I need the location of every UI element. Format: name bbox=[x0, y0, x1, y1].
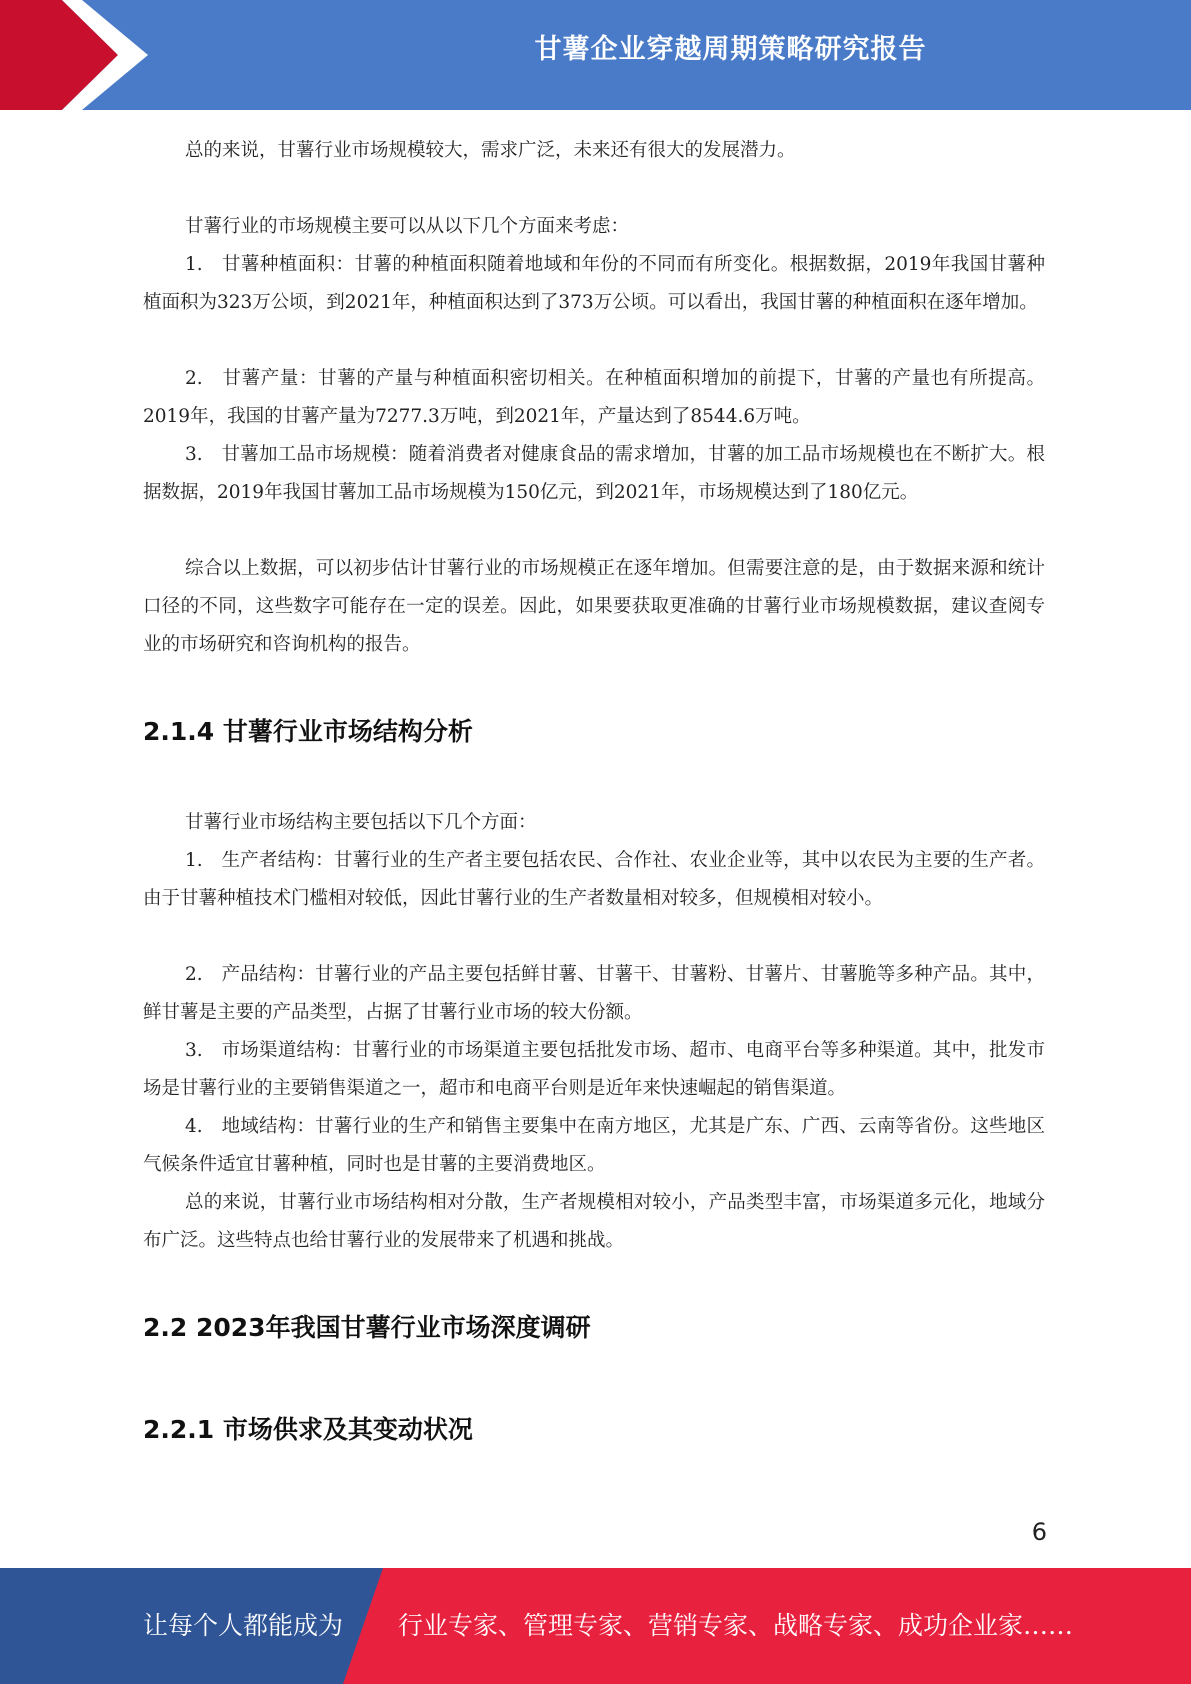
page-footer bbox=[0, 1568, 1191, 1684]
paragraph-intro-market-size: 甘薯行业的市场规模主要可以从以下几个方面来考虑： bbox=[185, 216, 630, 237]
paragraph-planting-area: 1. 甘薯种植面积：甘薯的种植面积随着地域和年份的不同而有所变化。根据数据，2019年我国甘薯种植面积为323万公顷，到2021年，种植面积达到了373万公顷。可以看出，我国甘薯的种植面积在逐年增加。 bbox=[143, 254, 1045, 313]
section-heading-2-2-1: 2.2.1 市场供求及其变动状况 bbox=[143, 1415, 473, 1444]
header-red-arrow bbox=[0, 0, 160, 110]
report-title: 甘薯企业穿越周期策略研究报告 bbox=[534, 34, 927, 65]
section-heading-2-2: 2.2 2023年我国甘薯行业市场深度调研 bbox=[143, 1313, 591, 1342]
footer-slogan-right: 行业专家、管理专家、营销专家、战略专家、成功企业家…… bbox=[398, 1611, 1074, 1640]
paragraph-product-structure: 2. 产品结构：甘薯行业的产品主要包括鲜甘薯、甘薯干、甘薯粉、甘薯片、甘薯脆等多种产品。其中，鲜甘薯是主要的产品类型，占据了甘薯行业市场的较大份额。 bbox=[143, 964, 1045, 1023]
paragraph-processed-products: 3. 甘薯加工品市场规模：随着消费者对健康食品的需求增加，甘薯的加工品市场规模也在不断扩大。根据数据，2019年我国甘薯加工品市场规模为150亿元，到2021年，市场规模达到了180亿元。 bbox=[143, 444, 1045, 503]
page-header bbox=[0, 0, 1191, 110]
paragraph-producer-structure: 1. 生产者结构：甘薯行业的生产者主要包括农民、合作社、农业企业等，其中以农民为主要的生产者。由于甘薯种植技术门槛相对较低，因此甘薯行业的生产者数量相对较多，但规模相对较小。 bbox=[143, 850, 1045, 909]
paragraph-conclusion-market-size: 综合以上数据，可以初步估计甘薯行业的市场规模正在逐年增加。但需要注意的是，由于数据来源和统计口径的不同，这些数字可能存在一定的误差。因此，如果要获取更准确的甘薯行业市场规模数据，建议查阅专业的市场研究和咨询机构的报告。 bbox=[143, 558, 1045, 655]
paragraph-yield: 2. 甘薯产量：甘薯的产量与种植面积密切相关。在种植面积增加的前提下，甘薯的产量也有所提高。2019年，我国的甘薯产量为7277.3万吨，到2021年，产量达到了8544.6万吨。 bbox=[143, 368, 1045, 427]
page-number: 6 bbox=[1031, 1518, 1047, 1546]
footer-slogan-left: 让每个人都能成为 bbox=[143, 1611, 344, 1640]
paragraph-intro-market-structure: 甘薯行业市场结构主要包括以下几个方面： bbox=[185, 812, 537, 833]
paragraph-channel-structure: 3. 市场渠道结构：甘薯行业的市场渠道主要包括批发市场、超市、电商平台等多种渠道。其中，批发市场是甘薯行业的主要销售渠道之一，超市和电商平台则是近年来快速崛起的销售渠道。 bbox=[143, 1040, 1045, 1099]
paragraph-summary: 总的来说，甘薯行业市场规模较大，需求广泛，未来还有很大的发展潜力。 bbox=[185, 140, 796, 161]
section-heading-2-1-4: 2.1.4 甘薯行业市场结构分析 bbox=[143, 717, 473, 746]
paragraph-conclusion-market-structure: 总的来说，甘薯行业市场结构相对分散，生产者规模相对较小，产品类型丰富，市场渠道多元化，地域分布广泛。这些特点也给甘薯行业的发展带来了机遇和挑战。 bbox=[143, 1192, 1045, 1251]
paragraph-regional-structure: 4. 地域结构：甘薯行业的生产和销售主要集中在南方地区，尤其是广东、广西、云南等省份。这些地区气候条件适宜甘薯种植，同时也是甘薯的主要消费地区。 bbox=[143, 1116, 1045, 1175]
